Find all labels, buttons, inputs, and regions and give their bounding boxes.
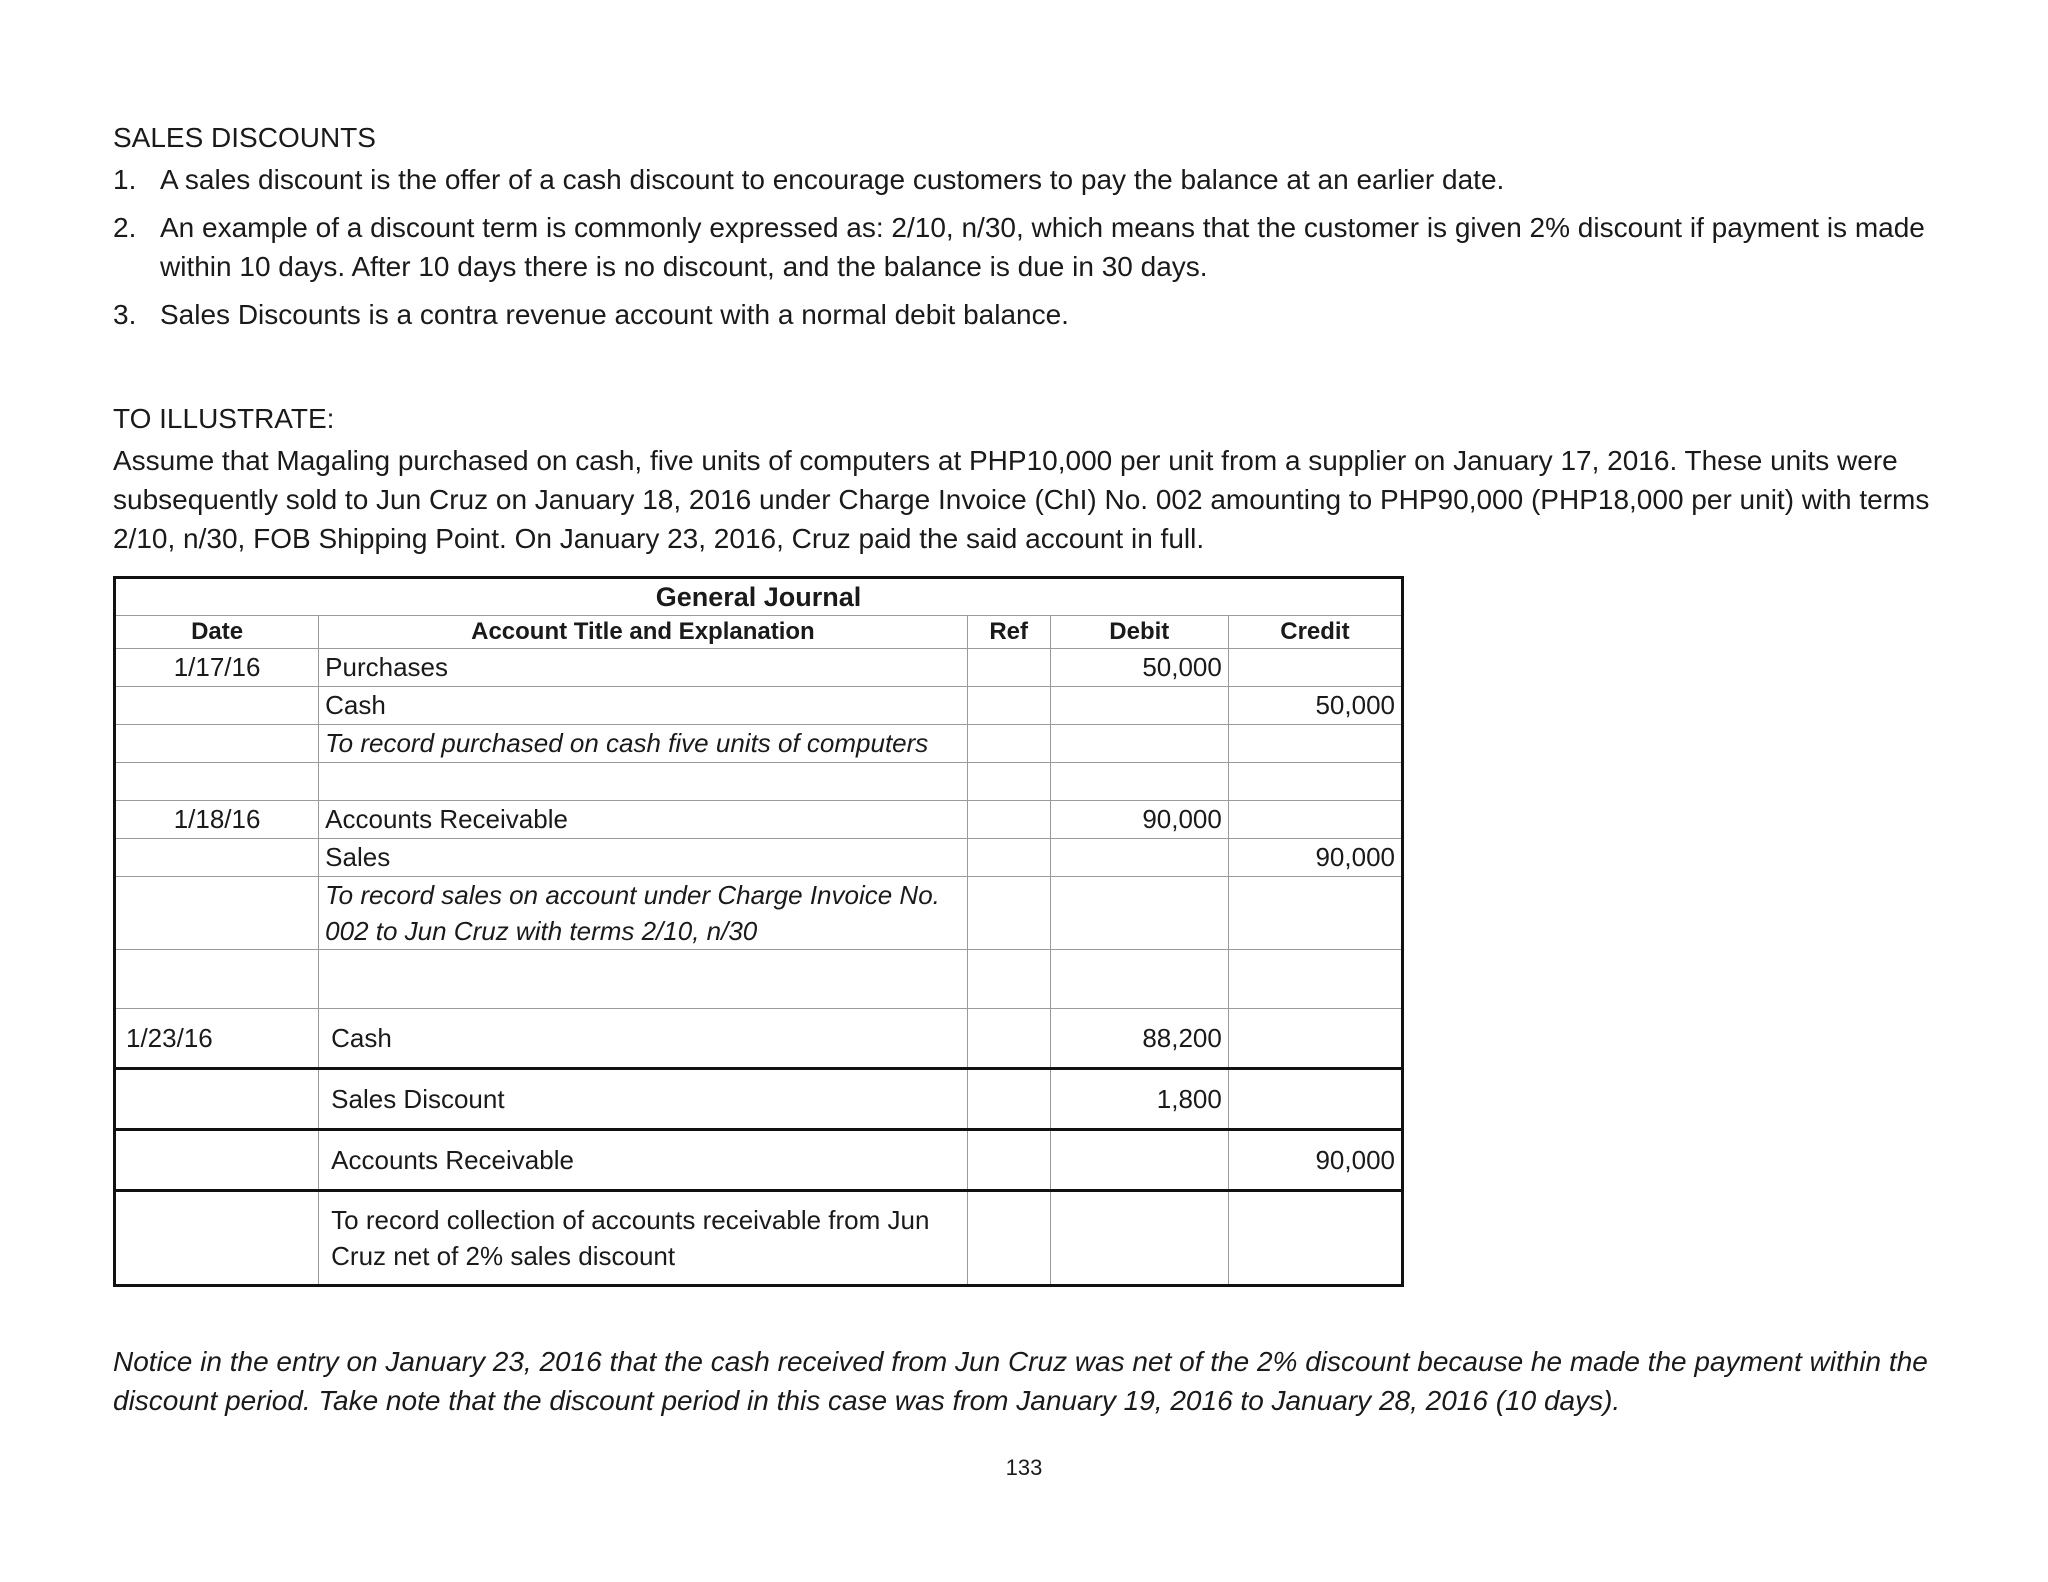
cell-ref bbox=[967, 1069, 1050, 1130]
cell-ref bbox=[967, 1009, 1050, 1069]
list-item bbox=[113, 208, 1943, 286]
cell-debit bbox=[1050, 839, 1228, 877]
list-item bbox=[113, 295, 1943, 334]
cell-account bbox=[319, 950, 968, 1009]
cell-account: Cash bbox=[319, 1009, 968, 1069]
cell-account: Purchases bbox=[319, 649, 968, 687]
cell-credit: 90,000 bbox=[1228, 1130, 1402, 1191]
cell-date bbox=[115, 763, 319, 801]
cell-credit bbox=[1228, 763, 1402, 801]
table-row bbox=[115, 1191, 1403, 1286]
cell-debit: 88,200 bbox=[1050, 1009, 1228, 1069]
journal-title: General Journal bbox=[115, 578, 1403, 616]
table-row bbox=[115, 763, 1403, 801]
section-heading: SALES DISCOUNTS bbox=[113, 122, 376, 153]
cell-account bbox=[319, 763, 968, 801]
cell-account: Accounts Receivable bbox=[319, 1130, 968, 1191]
header-debit: Debit bbox=[1050, 616, 1228, 649]
cell-debit: 90,000 bbox=[1050, 801, 1228, 839]
cell-debit bbox=[1050, 877, 1228, 950]
header-account: Account Title and Explanation bbox=[319, 616, 968, 649]
cell-ref bbox=[967, 950, 1050, 1009]
table-row bbox=[115, 950, 1403, 1009]
list-number: 3. bbox=[113, 299, 137, 330]
cell-date: 1/17/16 bbox=[115, 649, 319, 687]
table-row bbox=[115, 877, 1403, 950]
cell-credit: 90,000 bbox=[1228, 839, 1402, 877]
cell-credit bbox=[1228, 801, 1402, 839]
cell-debit bbox=[1050, 763, 1228, 801]
cell-explanation: To record collection of accounts receivable from Jun Cruz net of 2% sales discount bbox=[319, 1191, 968, 1286]
points-list bbox=[113, 160, 1943, 334]
cell-ref bbox=[967, 687, 1050, 725]
cell-credit bbox=[1228, 725, 1402, 763]
cell-date bbox=[115, 1069, 319, 1130]
cell-credit: 50,000 bbox=[1228, 687, 1402, 725]
cell-ref bbox=[967, 725, 1050, 763]
notice-paragraph: Notice in the entry on January 23, 2016 that the cash received from Jun Cruz was net of the 2% discount because he made the payment within the discount period. Take note that the discount period in this case was from January 19, 2016 to January 28, 2016 (10 days). bbox=[113, 1346, 1928, 1416]
table-row bbox=[115, 649, 1403, 687]
cell-ref bbox=[967, 839, 1050, 877]
header-ref: Ref bbox=[967, 616, 1050, 649]
cell-debit bbox=[1050, 725, 1228, 763]
table-row bbox=[115, 801, 1403, 839]
cell-explanation: To record purchased on cash five units of computers bbox=[319, 725, 968, 763]
cell-credit bbox=[1228, 1069, 1402, 1130]
cell-ref bbox=[967, 801, 1050, 839]
table-row bbox=[115, 1009, 1403, 1069]
cell-debit bbox=[1050, 687, 1228, 725]
cell-date bbox=[115, 877, 319, 950]
cell-account: Cash bbox=[319, 687, 968, 725]
cell-credit bbox=[1228, 1009, 1402, 1069]
document-page bbox=[113, 118, 1943, 1448]
illustrate-paragraph: Assume that Magaling purchased on cash, five units of computers at PHP10,000 per unit from a supplier on January 17, 2016. These units were subsequently sold to Jun Cruz on January 18, 2016 under Charge Invoice (ChI) No. 002 amounting to PHP90,000 (PHP18,000 per unit) with terms 2/10, n/30, FOB Shipping Point. On January 23, 2016, Cruz paid the said account in full. bbox=[113, 445, 1930, 554]
cell-debit bbox=[1050, 1130, 1228, 1191]
list-text: A sales discount is the offer of a cash discount to encourage customers to pay the balance at an earlier date. bbox=[160, 164, 1505, 195]
page-number: 133 bbox=[1005, 1455, 1043, 1480]
table-row bbox=[115, 1069, 1403, 1130]
cell-credit bbox=[1228, 649, 1402, 687]
list-text: Sales Discounts is a contra revenue account with a normal debit balance. bbox=[160, 299, 1069, 330]
cell-account: Sales Discount bbox=[319, 1069, 968, 1130]
list-number: 2. bbox=[113, 212, 137, 243]
table-row bbox=[115, 1130, 1403, 1191]
general-journal-table bbox=[113, 576, 1404, 1287]
cell-account: Sales bbox=[319, 839, 968, 877]
list-item bbox=[113, 160, 1943, 199]
illustrate-heading: TO ILLUSTRATE: bbox=[113, 403, 335, 434]
cell-credit bbox=[1228, 877, 1402, 950]
cell-debit bbox=[1050, 1191, 1228, 1286]
cell-date: 1/23/16 bbox=[115, 1009, 319, 1069]
table-row bbox=[115, 839, 1403, 877]
cell-ref bbox=[967, 1191, 1050, 1286]
cell-date bbox=[115, 950, 319, 1009]
cell-ref bbox=[967, 877, 1050, 950]
cell-account: Accounts Receivable bbox=[319, 801, 968, 839]
cell-debit: 50,000 bbox=[1050, 649, 1228, 687]
cell-date bbox=[115, 1130, 319, 1191]
list-number: 1. bbox=[113, 164, 137, 195]
cell-debit: 1,800 bbox=[1050, 1069, 1228, 1130]
cell-ref bbox=[967, 649, 1050, 687]
cell-credit bbox=[1228, 1191, 1402, 1286]
cell-ref bbox=[967, 763, 1050, 801]
cell-debit bbox=[1050, 950, 1228, 1009]
cell-date bbox=[115, 725, 319, 763]
cell-date bbox=[115, 687, 319, 725]
table-row bbox=[115, 725, 1403, 763]
cell-date bbox=[115, 839, 319, 877]
cell-credit bbox=[1228, 950, 1402, 1009]
header-credit: Credit bbox=[1228, 616, 1402, 649]
header-date: Date bbox=[115, 616, 319, 649]
table-row bbox=[115, 687, 1403, 725]
cell-date bbox=[115, 1191, 319, 1286]
cell-ref bbox=[967, 1130, 1050, 1191]
list-text: An example of a discount term is commonly expressed as: 2/10, n/30, which means that the customer is given 2% discount if payment is made within 10 days. After 10 days there is no discount, and the balance is due in 30 days. bbox=[160, 212, 1925, 282]
cell-explanation: To record sales on account under Charge Invoice No. 002 to Jun Cruz with terms 2/10, n/30 bbox=[319, 877, 968, 950]
cell-date: 1/18/16 bbox=[115, 801, 319, 839]
journal-header-row bbox=[115, 616, 1403, 649]
